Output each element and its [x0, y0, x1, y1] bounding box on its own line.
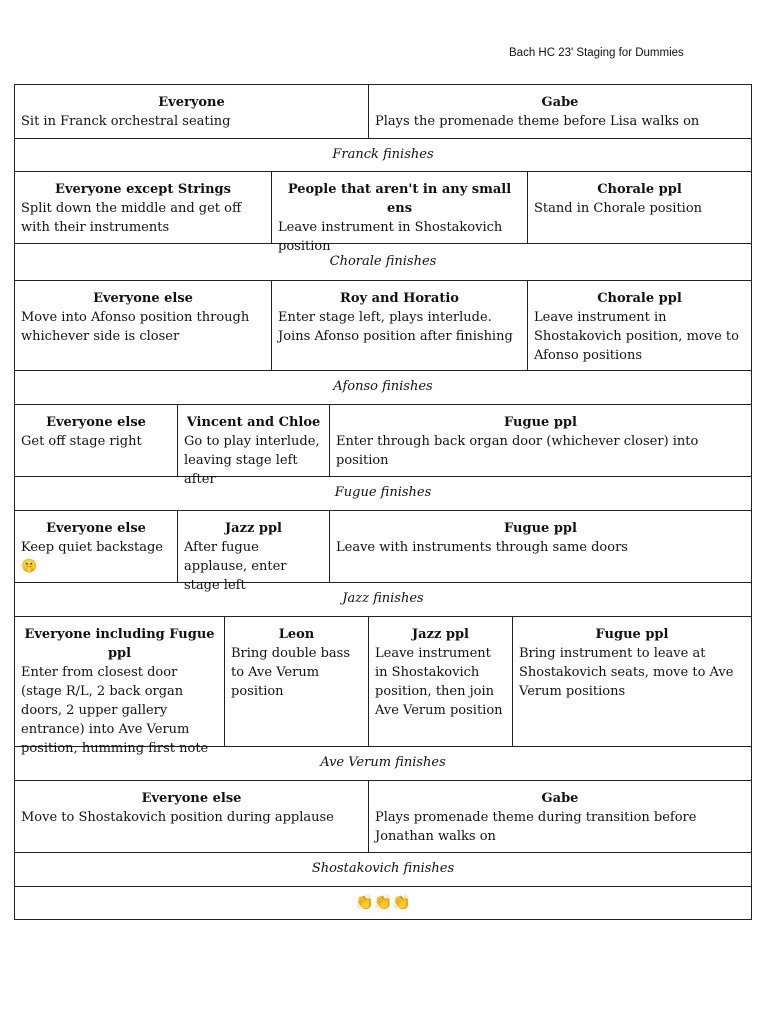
table-cell — [15, 85, 369, 138]
table-row — [15, 477, 752, 511]
cell-group: Everyone else — [46, 521, 146, 536]
table-cell — [369, 617, 513, 746]
cell-instruction: Plays promenade theme during transition before Jonathan walks on — [375, 810, 697, 844]
cell-instruction: Sit in Franck orchestral seating — [21, 114, 231, 129]
table-row — [15, 85, 752, 139]
cell-instruction: Leave instrument in Shostakovich position, move to Afonso positions — [534, 310, 739, 363]
table-row — [15, 781, 752, 853]
cell-instruction: Move into Afonso position through whichever side is closer — [21, 310, 250, 344]
table-cell — [330, 511, 752, 582]
cell-group: Gabe — [541, 95, 579, 110]
cell-instruction: After fugue applause, enter stage left — [184, 540, 287, 593]
section-divider: Afonso finishes — [15, 371, 752, 404]
table-row — [15, 617, 752, 756]
section-divider: Jazz finishes — [15, 583, 752, 616]
table-cell — [15, 281, 272, 370]
cell-instruction: Bring instrument to leave at Shostakovich seats, move to Ave Verum positions — [519, 646, 734, 699]
cell-group: Everyone else — [141, 791, 242, 806]
cell-group: Leon — [278, 627, 315, 642]
table-cell — [15, 781, 369, 852]
document-title: Bach HC 23' Staging for Dummies — [509, 47, 684, 59]
cell-group: Everyone — [158, 95, 225, 110]
table-row — [15, 511, 752, 593]
section-divider: Fugue finishes — [15, 477, 752, 510]
cell-group: Roy and Horatio — [340, 291, 459, 306]
cell-group: Fugue ppl — [504, 415, 577, 430]
cell-group: Everyone including Fugue ppl — [24, 627, 215, 661]
table-row — [15, 583, 752, 617]
section-divider: Ave Verum finishes — [15, 747, 752, 780]
cell-instruction: Move to Shostakovich position during applause — [21, 810, 334, 825]
table-cell — [15, 405, 178, 476]
cell-instruction: Get off stage right — [21, 434, 142, 449]
clapping-hands-icon: 👏👏👏 — [15, 887, 752, 919]
table-cell — [369, 85, 752, 138]
table-row — [15, 244, 752, 281]
cell-group: Chorale ppl — [597, 182, 682, 197]
cell-instruction: Stand in Chorale position — [534, 201, 703, 216]
section-divider: Shostakovich finishes — [15, 853, 752, 886]
table-cell — [15, 172, 272, 243]
table-cell — [178, 511, 330, 593]
cell-group: Everyone else — [93, 291, 193, 306]
table-row — [15, 853, 752, 887]
table-row — [15, 887, 752, 920]
table-row — [15, 172, 752, 254]
table-cell — [330, 405, 752, 476]
table-cell — [528, 281, 752, 370]
cell-group: Everyone except Strings — [55, 182, 231, 197]
table-row — [15, 405, 752, 487]
cell-group: People that aren't in any small ens — [287, 182, 512, 216]
table-cell — [15, 511, 178, 582]
table-row — [15, 139, 752, 172]
table-cell — [272, 281, 528, 370]
table-cell — [272, 172, 528, 254]
cell-instruction: Leave instrument in Shostakovich position, then join Ave Verum position — [375, 646, 503, 718]
cell-group: Fugue ppl — [595, 627, 669, 642]
table-row — [15, 747, 752, 781]
cell-instruction: Leave instrument in Shostakovich position — [278, 220, 503, 254]
table-cell — [528, 172, 752, 243]
cell-group: Chorale ppl — [597, 291, 682, 306]
cell-instruction: Go to play interlude, leaving stage left after — [184, 434, 320, 487]
table-row — [15, 281, 752, 371]
cell-group: Vincent and Chloe — [186, 415, 321, 430]
section-divider: Franck finishes — [15, 139, 752, 171]
cell-instruction: Bring double bass to Ave Verum position — [231, 646, 350, 699]
table-cell — [178, 405, 330, 487]
section-divider: Chorale finishes — [15, 244, 752, 280]
table-cell — [369, 781, 752, 852]
cell-group: Gabe — [541, 791, 579, 806]
table-cell — [225, 617, 369, 746]
cell-instruction: Enter from closest door (stage R/L, 2 back organ doors, 2 upper gallery entrance) into Ave Verum position, humming first note — [21, 665, 209, 756]
cell-instruction: Enter stage left, plays interlude. Joins Afonso position after finishing — [278, 310, 513, 344]
table-row — [15, 371, 752, 405]
cell-instruction: Enter through back organ door (whichever closer) into position — [336, 434, 699, 468]
cell-instruction: Keep quiet backstage 🤫 — [21, 540, 163, 574]
cell-group: Everyone else — [46, 415, 146, 430]
table-cell — [513, 617, 752, 746]
cell-group: Jazz ppl — [225, 521, 282, 536]
cell-group: Fugue ppl — [504, 521, 577, 536]
cell-instruction: Split down the middle and get off with their instruments — [21, 201, 242, 235]
cell-instruction: Plays the promenade theme before Lisa walks on — [375, 114, 700, 129]
staging-table — [14, 84, 752, 920]
table-cell — [15, 617, 225, 756]
cell-group: Jazz ppl — [412, 627, 469, 642]
cell-instruction: Leave with instruments through same doors — [336, 540, 628, 555]
